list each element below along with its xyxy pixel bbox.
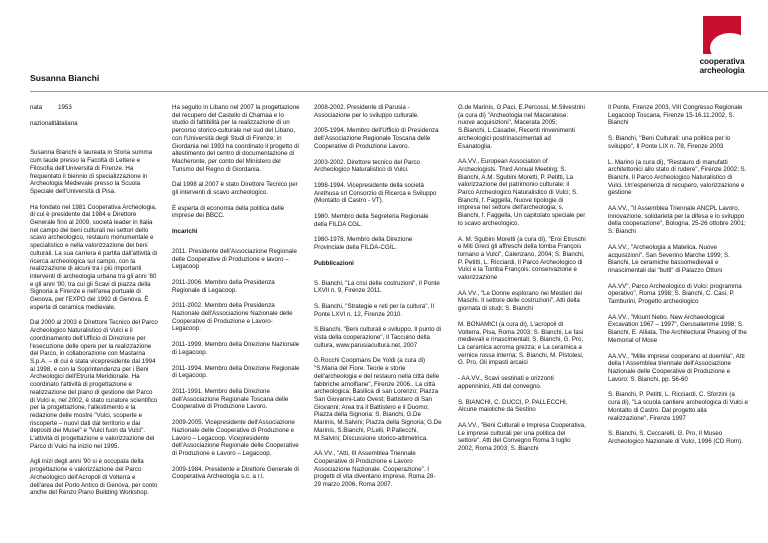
role-item: 2008-2002. Presidente di Parusia - Associazione per lo sviluppo culturale. (314, 104, 419, 119)
publication-item: AA.VV., "Archeologia a Matelica. Nuove acquisizioni", San Severino Marche 1999; S. Bianchi, Le ceramiche bassomedievali e rinascimentali dai "butti" di Palazzo Ottoni (608, 243, 730, 274)
role-item: 2009-1984. Presidente e Direttore Generale di Cooperativa Archeologia s.c. a r.l. (172, 465, 299, 481)
column-roles (172, 104, 300, 489)
role-item: 1980. Membro della Segreteria Regionale della FILDA CGL. (314, 213, 429, 228)
publication-item: S. Bianchi, "La crisi delle costruzioni", Il Ponte LXVII n. 9, Firenze 2011. (314, 279, 440, 295)
publication-item: AA.VV., "Atti, III Assemblea Triennale Cooperative di Produzione e Lavoro Associazione Nazionale. Cooperazione". I progetti di vita diventano imprese, Roma 28-29 marzo 2006, Roma 2007. (314, 450, 436, 489)
role-item: 1998-1994. Vicepresidente della società Arethusa srl Consorzio di Ricerca e Sviluppo (Montalto di Castro - VT). (314, 181, 437, 205)
logo-mark-icon (703, 16, 741, 54)
publication-item: S. Bianchi, S. Ceccarelli, G. Pro, Il Museo Archeologico Nazionale di Vulci, 1996 (CD Rom). (608, 430, 743, 445)
nationality-value: italiana (58, 119, 78, 127)
role-item: 2009-2005. Vicepresidente dell'Associazione Nazionale delle Cooperative di Produzione e Lavoro – Legacoop. Vicepresidente dell'Associazione Regionale delle Cooperative di Produzione e Lavoro – Legacoop. (172, 419, 299, 457)
role-item: 2011. Presidente dell'Associazione Regionale delle Cooperative di Produzione e lavoro – Legacoop (172, 247, 297, 271)
publication-item: AA.VV", Parco Archeologico di Vulci: programma operativo", Roma 1998; S. Bianchi, C. Casi, P. Tamburini, Progetto archeologico (608, 282, 742, 306)
bio-paragraph: Dal 1998 al 2007 è stato Direttore Tecnico per gli interventi di scavo archeologico. (172, 181, 298, 197)
column-publications (458, 104, 586, 461)
cooperativa-archeologia-logo (677, 16, 767, 75)
bio-paragraph: Susanna Bianchi è laureata in Storia summa cum laude presso la Facoltà di Lettere e Filosofia dell'Università di Firenze. Ha frequentato il biennio di specializzazione in Archeologia Medievale presso la Scuola Speciale dell'Università di Pisa. (30, 149, 153, 195)
publication-item: S. Bianchi, "Beni Culturali: una politica per lo sviluppo", Il Ponte LIX n. 78, Firenze 2003 (608, 135, 731, 150)
publication-item: S. BIANCHI, C. DUCCI, P. PALLECCHI, Alcune maioliche da Sestino (458, 398, 568, 414)
publication-item: AA.VV., "Mount Nebo. New Archaeological Excavation 1967 – 1997", Gerusalemme 1998; S. Bianchi, E. Alliata, The Architectural Phasing of the Memorial of Mose (608, 313, 747, 344)
role-item: 2011-2002. Membro della Presidenza Nazionale dell'Associazione Nazionale delle Cooperative di Produzione e Lavoro- Legacoop. (172, 302, 293, 333)
publication-item: M. BONAMICI (a cura di), L'acropoli di Volterra, Pisa, Roma 2003; S. Bianchi, Le fasi medievali e rinascimentali; S. Bianchi, G. Pro, La ceramica acroma grezza; e La ceramica a vernice rossa interna; S. Bianchi, M. Pistolesi, G. Pro, Gli impasti arcaici (458, 320, 584, 367)
publication-item: AA.VV., "Le Donne esplorano nei Mestieri dei Maschi. Il settore delle costruzioni", Atti della giornata di studi; S. Bianchi (458, 289, 583, 313)
nationality-row (30, 120, 158, 128)
publication-item: AA.VV., "Mille imprese cooperano al duemila", Atti della I Assemblea triennale dell'Associazione Nazionale delle Cooperative di Produzione e Lavoro: S. Bianchi, pp. 56-60 (608, 352, 745, 383)
role-item: 2005-1994. Membro dell'Ufficio di Presidenza dell'Associazione Regionale Toscana delle Cooperative di Produzione Lavoro. (314, 127, 439, 150)
section-heading-pubblicazioni: Pubblicazioni (314, 259, 354, 267)
publication-item: AA.VV., "Il Assemblea Triennale ANCPL Lavoro, innovazione, solidarietà per la difesa e lo sviluppo della cooperazione", Bologna, 25-26 ottobre 2001; S. Bianchi (608, 205, 746, 236)
role-item: 2011-1991. Membro della Direzione dell'Associazione Regionale Toscana delle Cooperative di Produzione Lavoro. (172, 387, 289, 411)
publication-item: AA.VV., European Association of Archeologists. Third Annual Meeting; S. Bianchi, A.M. Sgubini Moretti, P. Petitti, La valorizzazione del patrimonio culturale: il Parco Archeologico Naturalistico di Vulci; S. Bianchi, f. Faggella, Nuove tipologie di impresa nel settore dell'archeologia; s. Bianchi, f. Faggella, Un capitolato speciale per lo scavo archeologico. (458, 158, 586, 227)
bio-paragraph: Dal 2000 al 2003 è Direttore Tecnico del Parco Archeologico Naturalistico di Vulci e il coordinamento dell'Ufficio di Direzione per l'esecuzione delle opere per la realizzazione del Parco, in collaborazione con Mastarna S.p.A. – di cui è stata vicepresidente dal 1994 al 1998, e con la Soprintendenza per i Beni Archeologici dell'Etruria Meridionale. Ha coordinato l'attività di progettazione e realizzazione del piano di gestione del Parco di Vulci e, nel 2002, è stato curatore scientifico per la progettazione, l'allestimento e la redazione delle mostre "Vulci, scoperte e riscoperte – nuovi dati dal territorio e dai depositi dei Musei" e "Vulci fuori da Vulci". L'attività di progettazione e valorizzazione del Parco di Vulci ha inizio nel 1995. (30, 319, 158, 450)
publication-item: S. Bianchi, "Strategie e reti per la cultura", Il Ponte LXVI n. 12, Firenze 2010. (314, 302, 434, 318)
publication-item: Il Ponte, Firenze 2003, VIII Congresso Regionale Legacoop Toscana, Firenze 15-16.11.2002, S. Bianchi (608, 104, 743, 127)
role-item: 2003-2002. Direttore tecnico del Parco Archeologico Naturalistico di Vulci. (314, 158, 420, 174)
publication-item: S.Bianchi, "Beni culturali e sviluppo. Il punto di vista della cooperazione", Il Taccuino della cultura, www.parusiacultura.net, 2007 (314, 326, 442, 349)
column-roles-publications (314, 104, 442, 497)
publication-item: A. M. Sgubini Moretti (a cura di), "Eroi Etruschi e Miti Greci gli affreschi della tomba François tornano a Vulci", Calenzano, 2004; S. Bianchi, P. Petitti, L. Ricciardi, Il Parco Archeologico di Vulci e la Tomba François: conservazione e valorizzazione (458, 235, 586, 282)
birth-row (30, 104, 158, 112)
publication-item: S. Bianchi, P. Petitti, L. Ricciardi, C. Sforzini (a cura di), "La scuola cantiere archeologica di Vulci e Montalto di Castro. Dal progetto alla realizzazione", Firenze 1997 (608, 391, 748, 422)
publication-item: L. Marino (a cura di), "Restauro di manufatti architettonici allo stato di rudere", Firenze 2002; S. Bianchi, Il Parco Archeologico Naturalistico di Vulci. Un'esperienza di recupero, valorizzazione e gestione (608, 158, 747, 197)
birth-value: 1953 (58, 104, 72, 111)
role-item: 1980-1978. Membro della Direzione Provinciale della FILDA-CGIL. (314, 236, 413, 252)
bio-paragraph: Ha seguito in Libano nel 2007 la progettazione del recupero del Castello di Chamaa e lo studio di fattibilità per la realizzazione di un percorso storico-culturale nel sud del Libano, con l'Università degli Studi di Firenze; in Giordania nel 1993 ha coordinato il progetto di allestimento del centro di documentazione di Macheronte, per conto del Ministero del Turismo del Regno di Giordania. (172, 104, 300, 173)
section-heading-incarichi: Incarichi (172, 228, 198, 236)
publication-item: - AA.VV., Scavi sestinati e orizzonti appenninici, Atti del convegno. (458, 375, 554, 390)
publication-item: AA.VV., "Beni Culturali e Impresa Cooperativa, Le imprese culturali per una politica del settore", Atti del Convegno Roma 3 luglio 2002, Roma 2003; S. Bianchi (458, 421, 586, 453)
page-title: Susanna Bianchi (30, 73, 100, 83)
bio-paragraph: Agli inizi degli anni '90 si è occupata della progettazione e valorizzazione del Parco Archeologico dell'Acropoli di Volterra e dell'area del Porto Antico di Genova, per conto anche del Renzo Piano Building Workshop. (30, 458, 158, 497)
logo-text: cooperativa archeologia (699, 57, 745, 75)
publication-item: G.de Marinis, G.Paci, E.Percossi, M.Silvestrini (a cura di) "Archeologia nel Maceratese: nuove acquisizioni", Macerata 2005; S.Bianchi, L.Casadei, Recenti rinvenimenti archeologici postrinascimentali ad Esanatoglia. (458, 104, 585, 150)
role-item: 2011-1999. Membro della Direzione Nazionale di Legacoop. (172, 341, 300, 356)
birth-label: nata (30, 104, 43, 111)
role-item: 2011-2006. Membro della Presidenza Regionale di Legacoop. (172, 278, 275, 294)
role-item: 2011-1994. Membro della Direzione Regionale di Legacoop. (172, 364, 300, 380)
column-biography (30, 104, 158, 505)
bio-paragraph: Ha fondato nel 1981 Cooperativa Archeologia, di cui è presidente dal 1984 e Direttore Generale fino al 2009, società leader in Italia nel campo dei beni culturali nei settori dello scavo archeologico, restauro monumentale e specialistico e nella valorizzazione dei beni culturali. La sua carriera è partita dall'attività di ricerca archeologica sul campo, con la realizzazione di alcuni tra i più importanti interventi di archeologia urbana tra gli anni '80 e gli anni '90, tra cui gli Scavi di piazza della Signoria a Firenze e nell'area portuale di Genova, per l'EXPO del 1992 di Genova. È esperta di ceramica medievale. (30, 203, 158, 311)
nationality-label: nazionalità (30, 119, 60, 127)
bio-paragraph: È esperta di economia della politica delle imprese dei BBCC. (172, 204, 285, 220)
column-publications-more (608, 104, 748, 454)
publication-item: G.Rocchi Coopmans De Yoldi (a cura di) "S.Maria del Fiore. Teorie e storie dell'archeologia e del restauro nella città delle fabbriche arnolfiane", Firenze 2006.. La città archeologica; Basilica di san Lorenzo; Piazza San Giovanni-Lato Ovest; Battistero di San Giovanni; Area tra il Battistero e il Duomo; Piazza della Signoria: S. Bianchi, G.De Marinis, M.Salvini; Piazza della Signoria; G.De Marinis, S.Bianchi, P.Lelli, P.Pallecchi, M.Salvini; Discussione storico-altimetrica. (314, 357, 442, 442)
title-divider (30, 91, 768, 92)
